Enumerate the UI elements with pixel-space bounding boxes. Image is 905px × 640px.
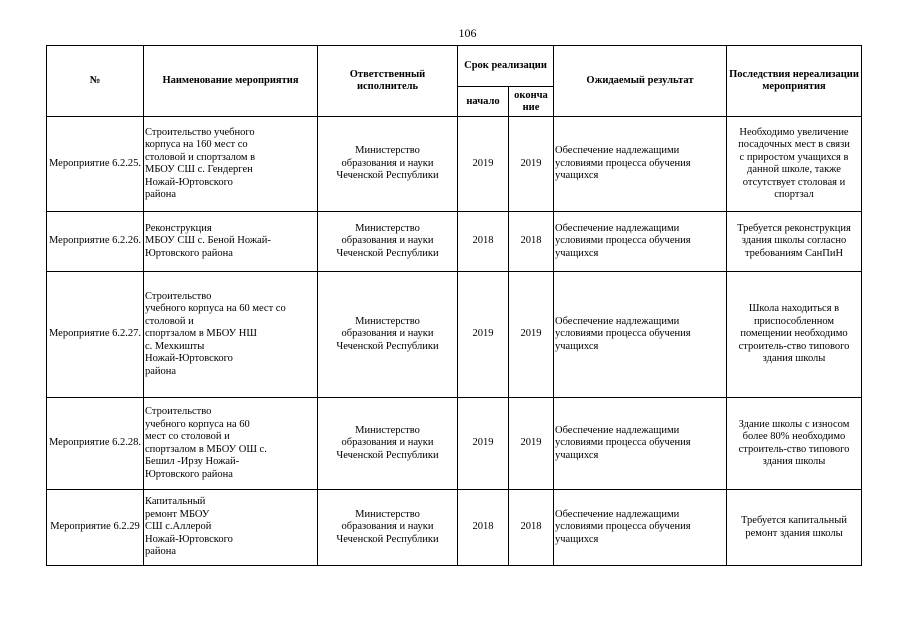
cell-responsible-line: Чеченской Республики — [336, 449, 439, 461]
cell-consequences-line: с приростом учащихся в — [739, 151, 849, 163]
cell-name-line: спортзалом в МБОУ ОШ с. — [145, 443, 267, 455]
cell-name — [144, 117, 318, 212]
cell-result-line: условиями процесса обучения — [555, 328, 691, 340]
cell-start: 2018 — [458, 212, 509, 272]
cell-responsible — [318, 490, 458, 566]
cell-responsible-line: Министерство — [355, 145, 420, 157]
header-result: Ожидаемый результат — [554, 46, 727, 117]
header-consequences: Последствия нереализации мероприятия — [727, 46, 862, 117]
cell-end: 2019 — [509, 398, 554, 490]
cell-name — [144, 490, 318, 566]
cell-num: Мероприятие 6.2.29 — [47, 490, 144, 566]
header-num: № — [47, 46, 144, 117]
header-start: начало — [458, 87, 509, 117]
cell-consequences-line: ремонт здания школы — [745, 527, 843, 539]
cell-name-line: Строительство учебного — [145, 126, 255, 138]
cell-name-line: мест со столовой и — [145, 431, 230, 442]
cell-responsible-line: Чеченской Республики — [336, 533, 439, 545]
table-row — [47, 398, 862, 490]
cell-result-line: учащихся — [555, 247, 599, 259]
cell-responsible-line: образования и науки — [341, 521, 434, 533]
cell-result-line: условиями процесса обучения — [555, 521, 691, 533]
cell-name-line: МБОУ СШ с. Беной Ножай- — [145, 235, 271, 247]
cell-name-line: спортзалом в МБОУ НШ — [145, 328, 257, 340]
cell-result — [554, 490, 727, 566]
cell-end: 2018 — [509, 212, 554, 272]
cell-name-line: Капитальный — [145, 496, 206, 508]
cell-name-line: ремонт МБОУ — [145, 508, 210, 520]
cell-result — [554, 212, 727, 272]
cell-result-line: Обеспечение надлежащими — [555, 145, 680, 157]
cell-name-line: учебного корпуса на 60 мест со — [145, 303, 286, 315]
cell-consequences-line: строитель-ство типового — [738, 340, 850, 352]
cell-responsible — [318, 272, 458, 398]
cell-responsible-line: образования и науки — [341, 328, 434, 340]
cell-name-line: столовой и — [145, 315, 194, 327]
cell-consequences-line: требованиям СанПиН — [744, 247, 844, 259]
cell-consequences — [727, 272, 862, 398]
cell-consequences-line: более 80% необходимо — [742, 431, 846, 442]
cell-name — [144, 212, 318, 272]
cell-consequences-line: Необходимо увеличение — [739, 126, 849, 138]
cell-result-line: Обеспечение надлежащими — [555, 222, 680, 234]
cell-responsible — [318, 212, 458, 272]
cell-consequences-line: Школа находиться в — [748, 303, 840, 315]
cell-responsible-line: образования и науки — [341, 157, 434, 169]
cell-responsible-line: Чеченской Республики — [336, 340, 439, 352]
cell-result — [554, 117, 727, 212]
cell-start: 2018 — [458, 490, 509, 566]
header-name: Наименование мероприятия — [144, 46, 318, 117]
cell-consequences-line: Требуется реконструкция — [737, 222, 851, 234]
cell-consequences-line: здания школы согласно — [741, 235, 847, 247]
cell-responsible-line: образования и науки — [341, 437, 434, 449]
cell-consequences-line: приспособленном — [753, 315, 835, 327]
cell-num: Мероприятие 6.2.27. — [47, 272, 144, 398]
cell-consequences-line: помещении необходимо — [740, 328, 848, 340]
cell-consequences-line: здания школы — [762, 456, 826, 467]
cell-start: 2019 — [458, 398, 509, 490]
cell-result — [554, 398, 727, 490]
cell-consequences — [727, 398, 862, 490]
cell-responsible-line: образования и науки — [341, 235, 434, 247]
cell-end: 2018 — [509, 490, 554, 566]
cell-consequences — [727, 212, 862, 272]
cell-end: 2019 — [509, 117, 554, 212]
cell-name-line: с. Мехкишты — [145, 340, 205, 352]
cell-responsible-line: Министерство — [355, 424, 420, 436]
cell-consequences — [727, 117, 862, 212]
cell-start: 2019 — [458, 117, 509, 212]
header-end: оконча ние — [509, 87, 554, 117]
cell-result-line: Обеспечение надлежащими — [555, 508, 680, 520]
cell-name — [144, 398, 318, 490]
cell-name-line: Строительство — [145, 406, 212, 417]
table-row — [47, 212, 862, 272]
cell-responsible-line: Чеченской Республики — [336, 170, 439, 182]
cell-name-line: района — [145, 546, 177, 558]
cell-consequences-line: спортзал — [774, 189, 814, 200]
cell-result-line: учащихся — [555, 170, 599, 182]
cell-responsible — [318, 398, 458, 490]
cell-responsible-line: Министерство — [355, 222, 420, 234]
table-row — [47, 117, 862, 212]
cell-result — [554, 272, 727, 398]
cell-name-line: СШ с.Аллерой — [145, 521, 212, 533]
cell-responsible-line: Министерство — [355, 508, 420, 520]
cell-num: Мероприятие 6.2.25. — [47, 117, 144, 212]
cell-name-line: Бешил -Ирзу Ножай- — [145, 456, 240, 467]
cell-name-line: Юртовского района — [145, 468, 233, 480]
cell-name-line: Ножай-Юртовского — [145, 353, 233, 365]
cell-responsible — [318, 117, 458, 212]
cell-start: 2019 — [458, 272, 509, 398]
cell-responsible-line: Чеченской Республики — [336, 247, 439, 259]
cell-result-line: Обеспечение надлежащими — [555, 315, 680, 327]
cell-name-line: МБОУ СШ с. Гендерген — [145, 164, 253, 175]
page-number: 106 — [458, 26, 477, 40]
cell-consequences-line: Требуется капитальный — [741, 515, 847, 526]
cell-name-line: Юртовского района — [145, 247, 233, 259]
cell-num: Мероприятие 6.2.28. — [47, 398, 144, 490]
cell-name-line: учебного корпуса на 60 — [145, 418, 250, 430]
header-term: Срок реализации — [458, 46, 554, 87]
table-row — [47, 490, 862, 566]
measures-table — [46, 45, 862, 566]
cell-consequences-line: Здание школы с износом — [738, 418, 850, 430]
cell-name-line: Ножай-Юртовского — [145, 176, 233, 188]
cell-result-line: учащихся — [555, 533, 599, 545]
cell-name-line: столовой и спортзалом в — [145, 151, 256, 163]
cell-result-line: Обеспечение надлежащими — [555, 424, 680, 436]
cell-result-line: учащихся — [555, 340, 599, 352]
cell-result-line: учащихся — [555, 449, 599, 461]
cell-num: Мероприятие 6.2.26. — [47, 212, 144, 272]
cell-consequences-line: отсутствует столовая и — [742, 176, 846, 188]
cell-name-line: района — [145, 365, 177, 377]
cell-consequences-line: строитель-ство типового — [738, 443, 850, 455]
cell-result-line: условиями процесса обучения — [555, 157, 691, 169]
cell-result-line: условиями процесса обучения — [555, 235, 691, 247]
cell-name-line: Ножай-Юртовского — [145, 533, 233, 545]
cell-name-line: Строительство — [145, 290, 212, 302]
cell-consequences-line: здания школы — [762, 353, 826, 365]
cell-result-line: условиями процесса обучения — [555, 437, 691, 449]
table-row — [47, 272, 862, 398]
cell-end: 2019 — [509, 272, 554, 398]
cell-consequences-line: данной школе, также — [747, 164, 841, 175]
cell-consequences-line: посадочных мест в связи — [738, 139, 850, 150]
cell-consequences — [727, 490, 862, 566]
cell-responsible-line: Министерство — [355, 315, 420, 327]
cell-name-line: района — [145, 189, 177, 200]
cell-name-line: Реконструкция — [145, 222, 212, 234]
cell-name-line: корпуса на 160 мест со — [145, 139, 248, 150]
cell-name — [144, 272, 318, 398]
header-responsible: Ответственный исполнитель — [318, 46, 458, 117]
